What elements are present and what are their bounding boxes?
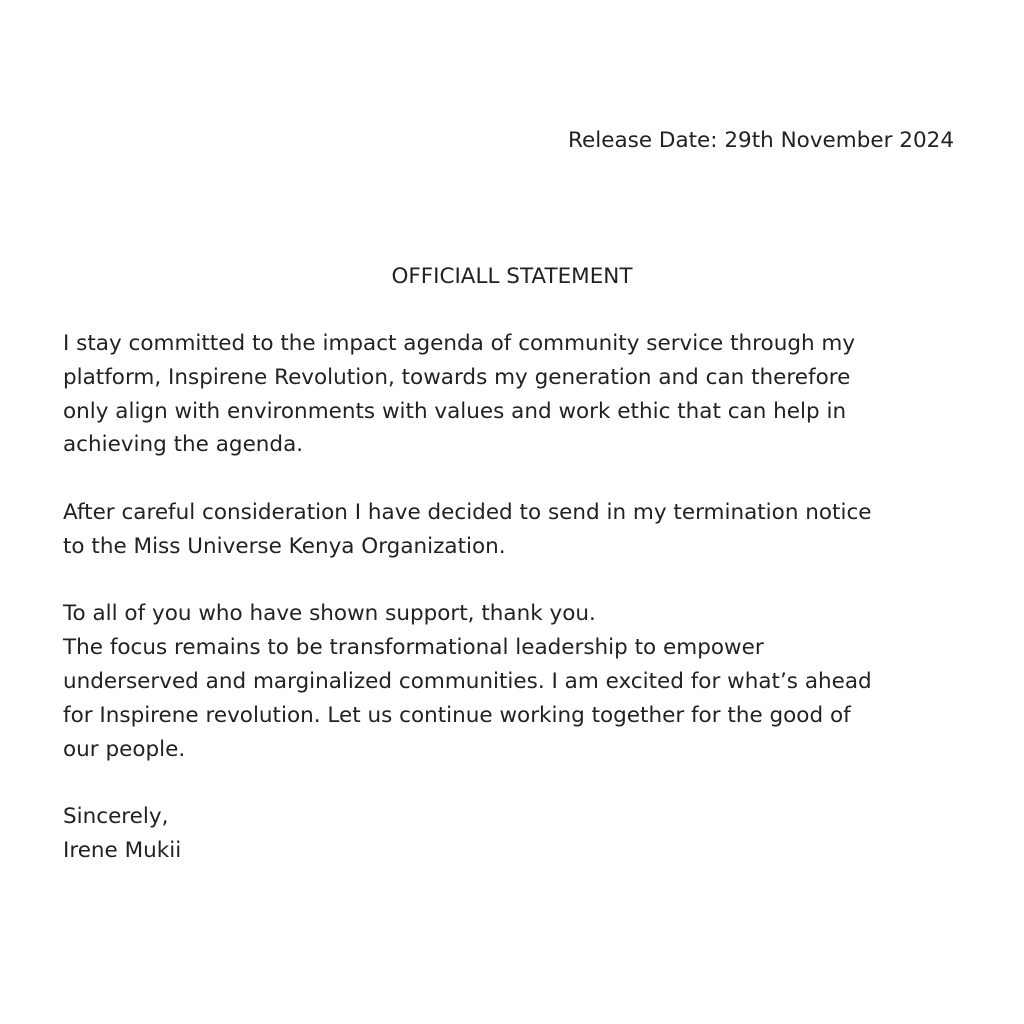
paragraph-line: To all of you who have shown support, thank you. [63, 601, 596, 627]
paragraph-line: to the Miss Universe Kenya Organization. [63, 533, 506, 559]
paragraph-line: After careful consideration I have decided to send in my termination notice [63, 499, 872, 525]
paragraph-line: underserved and marginalized communities. I am excited for what’s ahead [63, 668, 872, 694]
closing-salutation: Sincerely, [63, 804, 169, 830]
paragraph-line: our people. [63, 736, 186, 762]
statement-title: OFFICIALL STATEMENT [391, 264, 633, 289]
closing [63, 800, 973, 868]
paragraph-thanks [63, 597, 973, 766]
paragraph-commitment [63, 327, 973, 462]
paragraph-line: achieving the agenda. [63, 432, 304, 458]
statement-body [63, 327, 973, 902]
paragraph-line: I stay committed to the impact agenda of community service through my [63, 331, 856, 356]
paragraph-line: for Inspirene revolution. Let us continue working together for the good of [63, 702, 851, 728]
signatory-name: Irene Mukii [63, 837, 182, 863]
paragraph-line: The focus remains to be transformational leadership to empower [63, 635, 764, 661]
release-date: Release Date: 29th November 2024 [568, 128, 954, 153]
paragraph-line: platform, Inspirene Revolution, towards my generation and can therefore [63, 364, 851, 390]
paragraph-line: only align with environments with values and work ethic that can help in [63, 398, 847, 424]
paragraph-termination [63, 496, 973, 564]
